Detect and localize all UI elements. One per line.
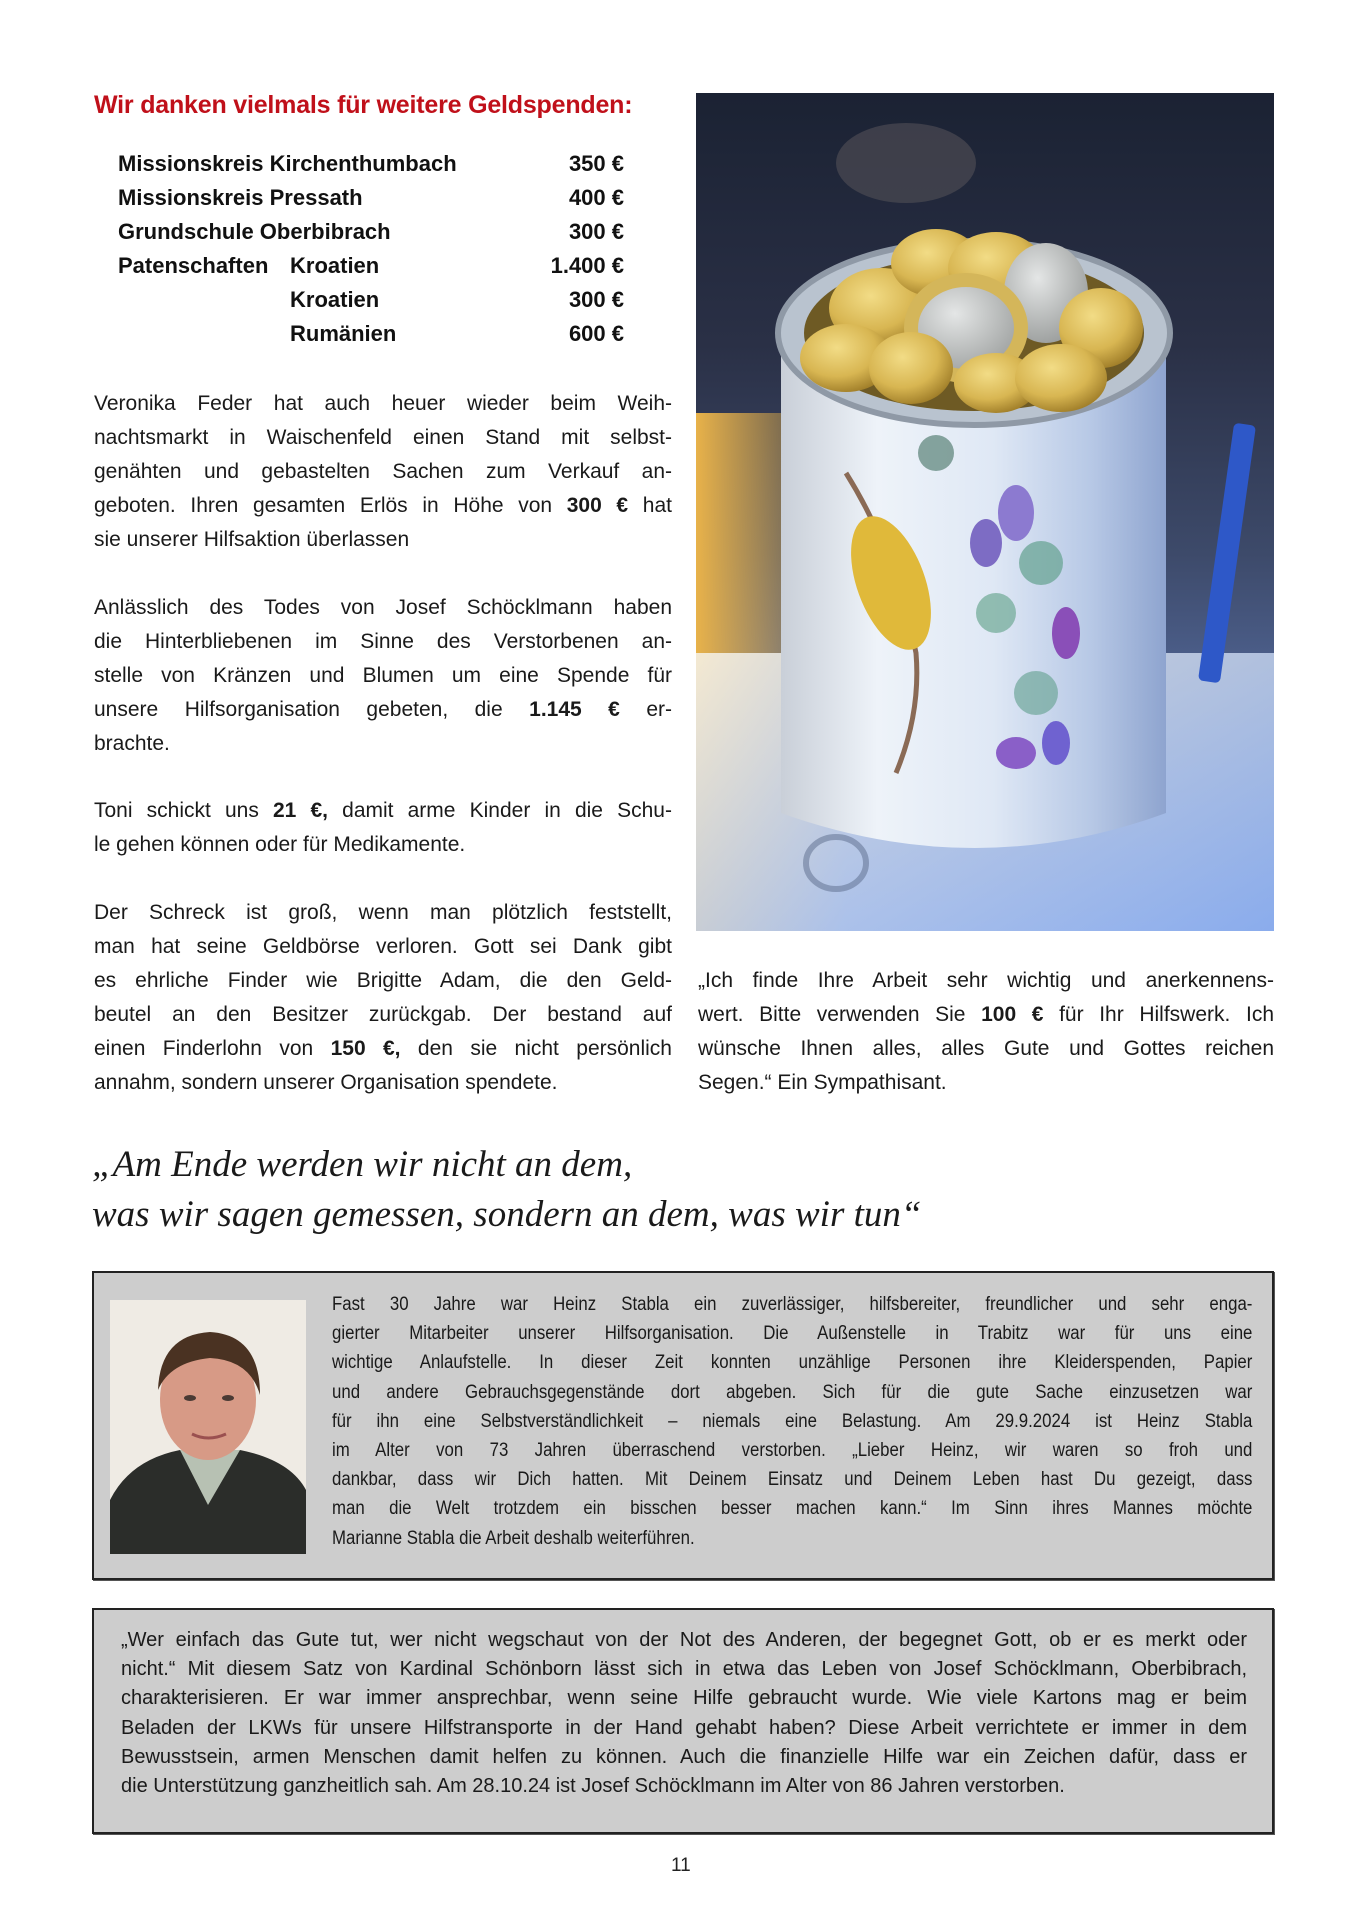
text-line: [698, 998, 1274, 1032]
donations-heading: Wir danken vielmals für weitere Geldspenden:: [94, 91, 633, 119]
text-segment: sie unserer Hilfsaktion überlassen: [94, 528, 410, 551]
text-segment: es ehrliche Finder wie Brigitte Adam, die den Geld-: [94, 969, 672, 992]
paragraph-toni: [94, 794, 672, 862]
donation-row: [118, 287, 624, 321]
text-line: [94, 794, 672, 828]
purple-petal: [970, 519, 1002, 567]
text-line: [698, 1066, 1274, 1100]
quote-line-1: „Am Ende werden wir nicht an dem,: [92, 1144, 633, 1185]
text-segment: Fast 30 Jahre war Heinz Stabla ein zuverlässiger, hilfsbereiter, freundlicher und sehr enga-: [332, 1294, 1253, 1315]
donation-amount: 400 €: [568, 185, 624, 210]
donation-amount: 350 €: [568, 151, 624, 176]
text-segment: für Ihr Hilfswerk. Ich: [1043, 1003, 1274, 1026]
text-line: [121, 1743, 1247, 1772]
donor-name: Missionskreis Pressath: [118, 185, 363, 210]
text-line: [332, 1524, 1252, 1553]
donor-name: Patenschaften: [118, 253, 269, 278]
leaf: [976, 593, 1016, 633]
text-segment: wichtige Anlaufstelle. In dieser Zeit konnten unzählige Personen ihre Kleiderspenden, Papier: [332, 1352, 1253, 1374]
bold-amount: 21 €,: [272, 799, 328, 822]
donation-row: [118, 321, 624, 355]
paragraph-schoecklmann-donation: [94, 591, 672, 761]
text-segment: Der Schreck ist groß, wenn man plötzlich feststellt,: [94, 901, 672, 924]
bold-amount: 300 €: [566, 494, 629, 517]
purple-petal: [1052, 607, 1080, 659]
text-line: [94, 998, 672, 1032]
text-line: [94, 591, 672, 625]
obituary-text-heinz: [332, 1290, 1252, 1553]
pull-quote: [92, 1140, 921, 1240]
text-segment: brachte.: [94, 732, 170, 755]
text-segment: damit arme Kinder in die Schu-: [328, 799, 672, 822]
text-line: [121, 1714, 1247, 1743]
text-line: [698, 964, 1274, 998]
purple-petal: [1042, 721, 1070, 765]
text-line: [94, 930, 672, 964]
text-segment: „Ich finde Ihre Arbeit sehr wichtig und anerkennens-: [698, 969, 1274, 992]
text-segment: Marianne Stabla die Arbeit deshalb weiterführen.: [332, 1527, 695, 1549]
text-line: [121, 1772, 1247, 1801]
portrait-image: [110, 1300, 306, 1554]
donor-name: Grundschule Oberbibrach: [118, 219, 391, 244]
text-line: [94, 489, 672, 523]
text-line: [121, 1626, 1247, 1655]
text-segment: man hat seine Geldbörse verloren. Gott sei Dank gibt: [94, 935, 672, 958]
text-line: [332, 1378, 1252, 1407]
bold-amount: 150 €,: [330, 1037, 401, 1060]
text-segment: den sie nicht persönlich: [400, 1037, 672, 1060]
text-line: [94, 727, 672, 761]
text-line: [94, 693, 672, 727]
text-segment: hat: [628, 494, 672, 517]
obituary-text-josef: [121, 1626, 1247, 1801]
text-segment: dankbar, dass wir Dich hatten. Mit Deinem Einsatz und Deinem Leben hast Du gezeigt, dass: [332, 1469, 1253, 1491]
text-line: [94, 659, 672, 693]
eye: [222, 1395, 234, 1401]
donation-amount: 600 €: [568, 321, 624, 346]
text-segment: Anlässlich des Todes von Josef Schöcklmann haben: [94, 596, 672, 619]
paragraph-finder: [94, 896, 672, 1100]
purple-petal: [996, 737, 1036, 769]
donation-country: Kroatien: [290, 253, 380, 278]
text-line: [332, 1465, 1252, 1494]
text-segment: die Unterstützung ganzheitlich sah. Am 28.10.24 ist Josef Schöcklmann im Alter von 86 Jahren verstorben.: [121, 1774, 1065, 1797]
donor-name: Missionskreis Kirchenthumbach: [118, 151, 457, 176]
text-segment: wert. Bitte verwenden Sie: [698, 1003, 982, 1026]
text-segment: nachtsmarkt in Waischenfeld einen Stand mit selbst-: [94, 426, 672, 449]
donation-row: [118, 219, 624, 253]
text-segment: unsere Hilfsorganisation gebeten, die: [94, 698, 530, 721]
text-segment: „Wer einfach das Gute tut, wer nicht wegschaut von der Not des Anderen, der begegnet Gott, ob er es merkt oder: [121, 1629, 1247, 1651]
text-line: [332, 1494, 1252, 1523]
text-line: [332, 1436, 1252, 1465]
text-segment: Toni schickt uns: [94, 799, 273, 822]
donation-country: Kroatien: [290, 287, 380, 312]
donation-amount: 1.400 €: [550, 253, 624, 278]
text-segment: die Hinterbliebenen im Sinne des Verstorbenen an-: [94, 630, 672, 653]
bold-amount: 1.145 €: [529, 698, 620, 721]
leaf: [918, 435, 954, 471]
text-line: [332, 1319, 1252, 1348]
leaf: [1019, 541, 1063, 585]
text-line: [332, 1407, 1252, 1436]
donation-amount: 300 €: [568, 287, 624, 312]
donation-country: Rumänien: [290, 321, 397, 346]
background-jar-lid: [836, 123, 976, 203]
coin-jar-image: [696, 93, 1274, 931]
text-segment: man die Welt trotzdem ein bisschen besser machen kann.“ Im Sinn ihres Mannes möchte: [332, 1498, 1253, 1520]
obituary-box-heinz-stabla: [92, 1271, 1274, 1580]
text-segment: stelle von Kränzen und Blumen um eine Spende für: [94, 664, 672, 687]
purple-petal: [998, 485, 1034, 541]
text-segment: gierter Mitarbeiter unserer Hilfsorganisation. Die Außenstelle in Trabitz war für uns eine: [332, 1323, 1253, 1345]
text-line: [94, 1066, 672, 1100]
text-segment: charakterisieren. Er war immer ansprechbar, wenn seine Hilfe gebraucht wurde. Wie viele Kartons mag er beim: [121, 1687, 1247, 1710]
donation-row: [118, 151, 624, 185]
text-line: [121, 1655, 1247, 1684]
text-segment: für ihn eine Selbstverständlichkeit – niemals eine Belastung. Am 29.9.2024 ist Heinz Stabla: [332, 1410, 1253, 1432]
quote-line-2: was wir sagen gemessen, sondern an dem, was wir tun“: [92, 1194, 922, 1235]
text-line: [332, 1290, 1252, 1319]
bold-amount: 100 €: [981, 1003, 1044, 1026]
text-segment: beutel an den Besitzer zurückgab. Der bestand auf: [94, 1003, 672, 1026]
text-segment: nicht.“ Mit diesem Satz von Kardinal Schönborn lässt sich in etwa das Leben von Josef Schöcklmann, Oberbibrach,: [121, 1658, 1247, 1681]
text-segment: Segen.“ Ein Sympathisant.: [698, 1071, 947, 1094]
text-line: [121, 1684, 1247, 1713]
text-segment: genähten und gebastelten Sachen zum Verkauf an-: [94, 460, 672, 483]
text-line: [94, 828, 672, 862]
text-segment: Beladen der LKWs für unsere Hilfstransporte in der Hand gehabt haben? Diese Arbeit verrichtete er immer in dem: [121, 1716, 1247, 1739]
text-segment: geboten. Ihren gesamten Erlös in Höhe von: [94, 494, 567, 517]
text-segment: wünsche Ihnen alles, alles Gute und Gottes reichen: [698, 1037, 1274, 1060]
text-line: [94, 523, 672, 557]
text-line: [698, 1032, 1274, 1066]
text-segment: einen Finderlohn von: [94, 1037, 331, 1060]
text-segment: im Alter von 73 Jahren überraschend verstorben. „Lieber Heinz, wir waren so froh und: [332, 1439, 1253, 1461]
page-number: 11: [671, 1855, 691, 1876]
text-segment: er-: [619, 698, 673, 721]
text-line: [94, 1032, 672, 1066]
paragraph-veronika-feder: [94, 387, 672, 557]
text-segment: und andere Gebrauchsgegenstände dort abgeben. Sich für die gute Sache einzusetzen war: [332, 1381, 1253, 1403]
coin: [869, 332, 953, 404]
text-line: [94, 455, 672, 489]
text-line: [94, 964, 672, 998]
text-segment: Bewusstsein, armen Menschen damit helfen zu können. Auch die finanzielle Hilfe war ein Zeichen dafür, dass er: [121, 1745, 1247, 1768]
obituary-box-josef-schoecklmann: [92, 1608, 1274, 1834]
coin: [1015, 344, 1107, 412]
text-line: [332, 1348, 1252, 1377]
donation-row: [118, 253, 624, 287]
photo-coin-jar: [696, 93, 1274, 931]
donation-amount: 300 €: [568, 219, 624, 244]
text-line: [94, 387, 672, 421]
text-segment: Veronika Feder hat auch heuer wieder beim Weih-: [94, 392, 672, 415]
text-segment: le gehen können oder für Medikamente.: [94, 833, 466, 856]
text-segment: annahm, sondern unserer Organisation spendete.: [94, 1071, 558, 1094]
text-line: [94, 625, 672, 659]
portrait-heinz-stabla: [110, 1300, 306, 1554]
text-line: [94, 896, 672, 930]
caption-sympathisant: [698, 964, 1274, 1100]
donation-row: [118, 185, 624, 219]
text-line: [94, 421, 672, 455]
leaf: [1014, 671, 1058, 715]
eye: [184, 1395, 196, 1401]
